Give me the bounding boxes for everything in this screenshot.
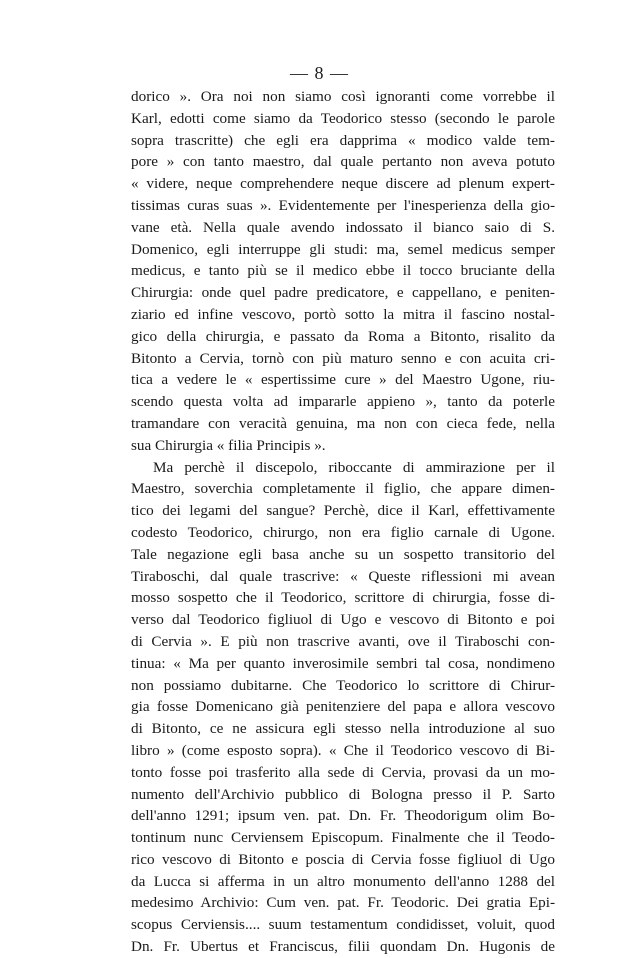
text-line: tissimas curas suas ». Evidentemente per l'inesperienza della gio- [131,196,555,214]
text-line: medicus, e tanto più se il medico ebbe il tocco bruciante della [131,262,555,280]
text-line: « videre, neque comprehendere neque discere ad plenum expert- [131,175,555,193]
text-line: gico della chirurgia, e passato da Roma a Bitonto, risalito da [131,327,555,345]
text-line: Tale negazione egli basa anche su un sospetto transitorio del [131,545,555,563]
text-line: tico dei legami del sangue? Perchè, dice il Karl, effettivamente [131,502,555,520]
text-line: scendo questa volta ad impararle appieno », tanto da poterle [131,393,555,411]
text-line: Ma perchè il discepolo, riboccante di ammirazione per il [153,458,555,476]
text-line: mosso sospetto che il Teodorico, scrittore di chirurgia, fosse di- [131,589,555,607]
text-line: verso dal Teodorico figliuol di Ugo e vescovo di Bitonto e poi [131,611,555,629]
text-line: dorico ». Ora noi non siamo così ignoranti come vorrebbe il [131,88,555,105]
page-number: — 8 — [290,63,349,83]
text-line: numento dell'Archivio pubblico di Bologna presso il P. Sarto [131,785,555,803]
text-line: Karl, edotti come siamo da Teodorico stesso (secondo le parole [131,109,555,127]
text-line: vane età. Nella quale avendo indossato il bianco saio di S. [131,218,555,236]
text-line: tica a vedere le « espertissime cure » del Maestro Ugone, riu- [131,371,555,389]
text-line: tinua: « Ma per quanto inverosimile sembri tal cosa, nondimeno [131,654,555,672]
text-line: ziario ed infine vescovo, portò sotto la mitra il fascino nostal- [131,305,555,323]
text-line: dell'anno 1291; ipsum ven. pat. Dn. Fr. Theodorigum olim Bo- [131,807,555,825]
text-line: scopus Cerviensis.... suum testamentum condidisset, voluit, quod [131,916,555,934]
text-line: libro » (come esposto sopra). « Che il Teodorico vescovo di Bi- [131,741,555,759]
text-line: codesto Teodorico, chirurgo, non era figlio carnale di Ugone. [131,523,555,541]
text-line: rico vescovo di Bitonto e poscia di Cervia fosse figliuol di Ugo [131,850,555,868]
text-line: di Bitonto, ce ne assicura egli stesso nella introduzione al suo [131,720,555,738]
text-line: sua Chirurgia « filia Principis ». [131,436,326,454]
text-line: Tiraboschi, dal quale trascrive: « Queste riflessioni mi avean [131,567,555,585]
text-line: Maestro, soverchia completamente il figlio, che appare dimen- [131,480,555,498]
body-text [131,86,555,958]
text-line: non possiamo dubitarne. Che Teodorico lo scrittore di Chirur- [131,676,555,694]
text-line: tontinum nunc Cerviensem Episcopum. Finalmente che il Teodo- [131,829,555,847]
text-line: Dn. Fr. Ubertus et Franciscus, filii quondam Dn. Hugonis de [131,938,555,956]
text-line: sopra trascritte) che egli era dapprima « modico valde tem- [131,131,555,149]
text-line: Chirurgia: onde quel padre predicatore, e cappellano, e peniten- [131,284,555,302]
text-line: di Cervia ». E più non trascrive avanti, ove il Tiraboschi con- [131,632,555,650]
text-line: medesimo Archivio: Cum ven. pat. Fr. Teodoric. Dei gratia Epi- [131,894,555,912]
text-line: tonto fosse poi trasferito alla sede di Cervia, provasi da un mo- [131,763,555,781]
text-line: pore » con tanto maestro, dal quale pertanto non aveva potuto [131,153,555,171]
text-line: da Lucca si afferma in un altro monumento dell'anno 1288 del [131,872,555,890]
text-line: Domenico, egli interruppe gli studi: ma, semel medicus semper [131,240,555,258]
text-line: Bitonto a Cervia, tornò con più maturo senno e con acuita cri- [131,349,555,367]
text-line: tramandare con veracità genuina, ma non con cieca fede, nella [131,414,555,432]
text-line: gia fosse Domenicano già penitenziere del papa e allora vescovo [131,698,555,716]
